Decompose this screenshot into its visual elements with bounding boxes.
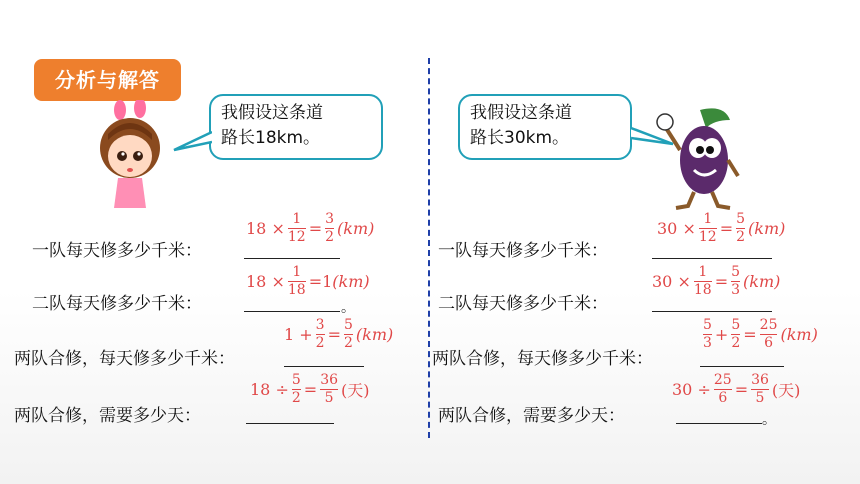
left-a2-eq: = [308,272,323,291]
right-question-4: 两队合修，需要多少天： [438,406,625,426]
left-a2-lhs: 18 × [246,272,285,291]
right-a3-f2d: 6 [764,335,774,351]
right-a2-f1n: 1 [698,264,708,280]
right-a4-f1n: 25 [713,372,732,388]
right-answer-1 [657,212,785,245]
left-answer-2 [246,265,370,298]
left-blank-1 [244,258,340,259]
right-a3-f0n: 5 [703,317,712,333]
left-a4-lhs: 18 ÷ [250,380,289,399]
left-a4-f2n: 36 [320,372,339,388]
left-a1-eq: = [308,219,323,238]
right-a1-eq: = [719,219,734,238]
left-a1-f2n: 3 [325,211,335,227]
right-answer-3 [700,318,818,351]
eggplant-character-icon [654,100,744,212]
left-a2-unit: (km) [332,272,370,291]
right-a1-unit: (km) [748,219,786,238]
left-question-1: 一队每天修多少千米： [32,241,202,261]
right-answer-2 [652,265,780,298]
center-divider [428,58,430,438]
right-question-3: 两队合修，每天修多少千米： [432,349,653,369]
right-blank-2 [652,311,772,312]
section-tag: 分析与解答 [34,59,181,101]
right-a3-plus: + [714,325,729,344]
left-a1-unit: (km) [337,219,375,238]
right-a2-f1d: 18 [693,282,712,298]
left-period-2: 。 [341,300,355,316]
right-a1-f2n: 5 [736,211,746,227]
right-a2-lhs: 30 × [652,272,691,291]
girl-character-icon [96,100,176,210]
left-a4-f1d: 2 [291,390,301,406]
right-a3-unit: (km) [780,325,818,344]
left-a1-f2d: 2 [325,229,335,245]
right-a4-f1d: 6 [718,390,728,406]
left-a3-unit: (km) [355,325,394,344]
left-a2-f1d: 18 [287,282,306,298]
right-a1-f1n: 1 [703,211,713,227]
right-a2-eq: = [714,272,729,291]
right-period-4: 。 [762,412,776,428]
left-answer-4 [250,373,370,406]
bubble-right-line1: 我假设这条道 [470,103,572,123]
right-blank-1 [652,258,772,259]
left-a3-f2n: 5 [344,317,353,333]
left-question-3: 两队合修，每天修多少千米： [14,349,235,369]
left-answer-1 [246,212,374,245]
left-a3-lhs: 1 + [284,325,313,344]
right-a1-f2d: 2 [736,229,746,245]
left-a3-eq: = [327,325,341,344]
left-a4-f1n: 5 [291,372,301,388]
left-blank-3 [284,366,364,367]
right-question-2: 二队每天修多少千米： [438,294,608,314]
left-a1-lhs: 18 × [246,219,285,238]
bubble-right-line2: 路长30km。 [470,128,570,148]
right-a4-unit: (天) [771,381,801,400]
left-a2-rhs: 1 [322,272,333,291]
left-question-4: 两队合修，需要多少天： [14,406,201,426]
right-a2-f2n: 5 [731,264,741,280]
left-a2-f1n: 1 [292,264,302,280]
right-a4-lhs: 30 ÷ [672,380,711,399]
right-a3-f1n: 5 [731,317,741,333]
left-question-2: 二队每天修多少千米： [32,294,202,314]
right-a4-f2n: 36 [751,372,769,388]
left-a3-f2d: 2 [344,335,353,351]
left-a4-unit: (天) [341,381,370,400]
right-a2-unit: (km) [743,272,781,291]
right-a3-eq: = [743,325,757,344]
right-blank-4 [676,423,762,424]
right-a4-f2d: 5 [755,390,765,406]
left-a3-f1d: 2 [315,335,325,351]
left-a4-f2d: 5 [324,390,334,406]
left-a4-eq: = [303,380,318,399]
right-a1-lhs: 30 × [657,219,696,238]
bubble-left-line2: 路长18km。 [221,128,321,148]
right-answer-4 [672,373,800,406]
right-a2-f2d: 3 [731,282,741,298]
right-a4-eq: = [734,380,749,399]
left-answer-3 [284,318,393,351]
speech-bubble-right [458,94,632,160]
right-question-1: 一队每天修多少千米： [438,241,608,261]
left-blank-4 [246,423,334,424]
left-a3-f1n: 3 [315,317,325,333]
left-a1-f1d: 12 [287,229,306,245]
right-a3-f0d: 3 [703,335,712,351]
bubble-left-tail [172,130,212,154]
left-blank-2 [244,311,340,312]
right-a3-f2n: 25 [759,317,778,333]
left-a1-f1n: 1 [292,211,302,227]
right-blank-3 [700,366,784,367]
speech-bubble-left [209,94,383,160]
bubble-left-line1: 我假设这条道 [221,103,323,123]
right-a1-f1d: 12 [698,229,717,245]
right-a3-f1d: 2 [731,335,741,351]
